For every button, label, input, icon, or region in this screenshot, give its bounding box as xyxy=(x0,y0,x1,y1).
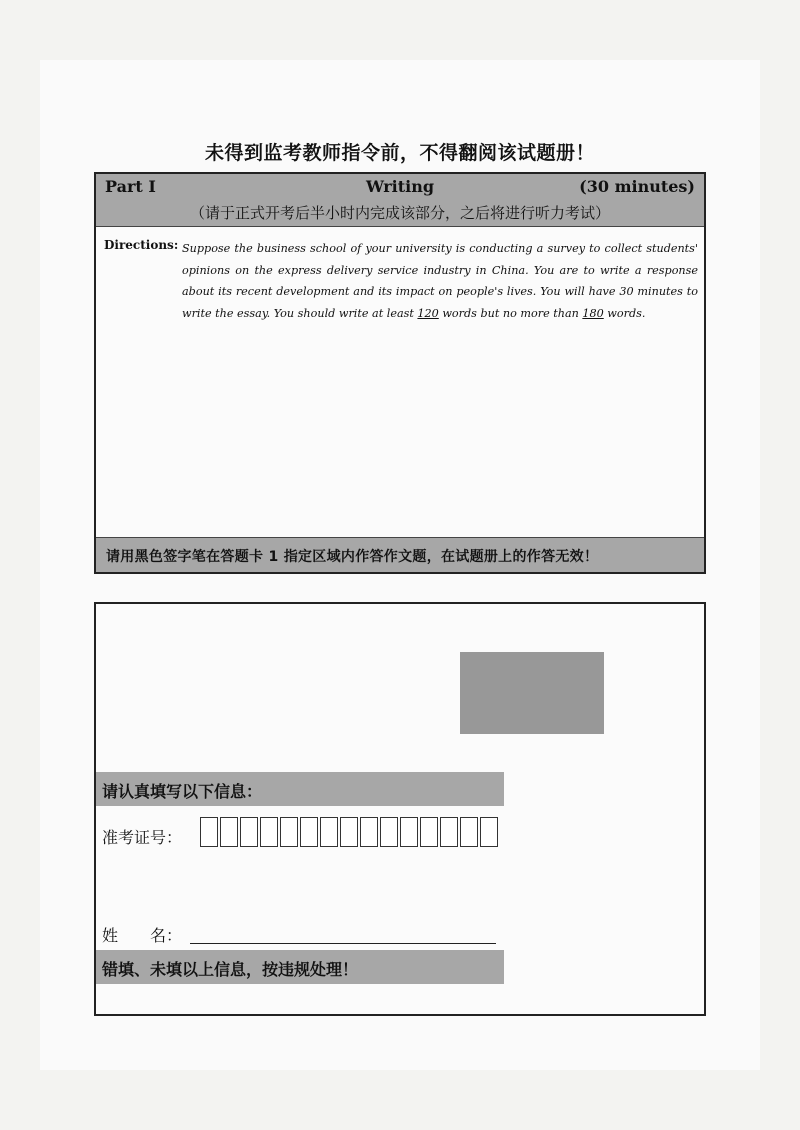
ticket-number-cell[interactable] xyxy=(260,817,278,847)
directions-text xyxy=(182,238,698,324)
ticket-number-cell[interactable] xyxy=(400,817,418,847)
ticket-number-cell[interactable] xyxy=(280,817,298,847)
ticket-number-cell[interactable] xyxy=(320,817,338,847)
part-title: Writing xyxy=(365,177,435,196)
directions-text-part3: words. xyxy=(603,306,646,320)
info-heading: 请认真填写以下信息： xyxy=(102,782,263,801)
ticket-number-cell[interactable] xyxy=(360,817,378,847)
directions-text-part1: Suppose the business school of your university is conducting a survey to collect students' opinions on the express delivery service industry in China. You are to write a response about its recent development and its impact on people's lives. You will have 30 minutes to write the essay. You should write at least xyxy=(182,242,698,320)
name-field-line[interactable] xyxy=(190,943,496,944)
ticket-number-cell[interactable] xyxy=(460,817,478,847)
directions-text-part2: words but no more than xyxy=(438,306,583,320)
ticket-number-cell[interactable] xyxy=(380,817,398,847)
directions-label: Directions: xyxy=(104,238,179,252)
ticket-number-cell[interactable] xyxy=(480,817,498,847)
answer-sheet-notice-text: 请用黑色签字笔在答题卡 1 指定区域内作答作文题，在试题册上的作答无效！ xyxy=(106,549,599,565)
part-header xyxy=(96,174,704,227)
ticket-number-boxes[interactable] xyxy=(200,817,500,847)
ticket-number-cell[interactable] xyxy=(240,817,258,847)
ticket-number-cell[interactable] xyxy=(440,817,458,847)
part-label: Part I xyxy=(105,177,156,196)
ticket-number-cell[interactable] xyxy=(420,817,438,847)
violation-strip xyxy=(96,950,504,984)
part-time: (30 minutes) xyxy=(579,177,695,196)
min-words: 120 xyxy=(417,306,439,320)
ticket-number-cell[interactable] xyxy=(220,817,238,847)
max-words: 180 xyxy=(582,306,604,320)
candidate-info-section xyxy=(94,602,706,1016)
writing-section xyxy=(94,172,706,574)
answer-sheet-notice xyxy=(96,537,704,572)
ticket-number-cell[interactable] xyxy=(200,817,218,847)
info-heading-strip xyxy=(96,772,504,806)
ticket-number-label: 准考证号： xyxy=(102,828,183,847)
ticket-number-cell[interactable] xyxy=(300,817,318,847)
part-subtitle: （请于正式开考后半小时内完成该部分，之后将进行听力考试） xyxy=(189,204,610,222)
violation-notice: 错填、未填以上信息，按违规处理！ xyxy=(102,960,359,979)
name-label: 姓 名： xyxy=(102,926,183,945)
top-warning: 未得到监考教师指令前，不得翻阅该试题册！ xyxy=(204,142,595,164)
barcode-placeholder xyxy=(460,652,604,734)
ticket-number-cell[interactable] xyxy=(340,817,358,847)
